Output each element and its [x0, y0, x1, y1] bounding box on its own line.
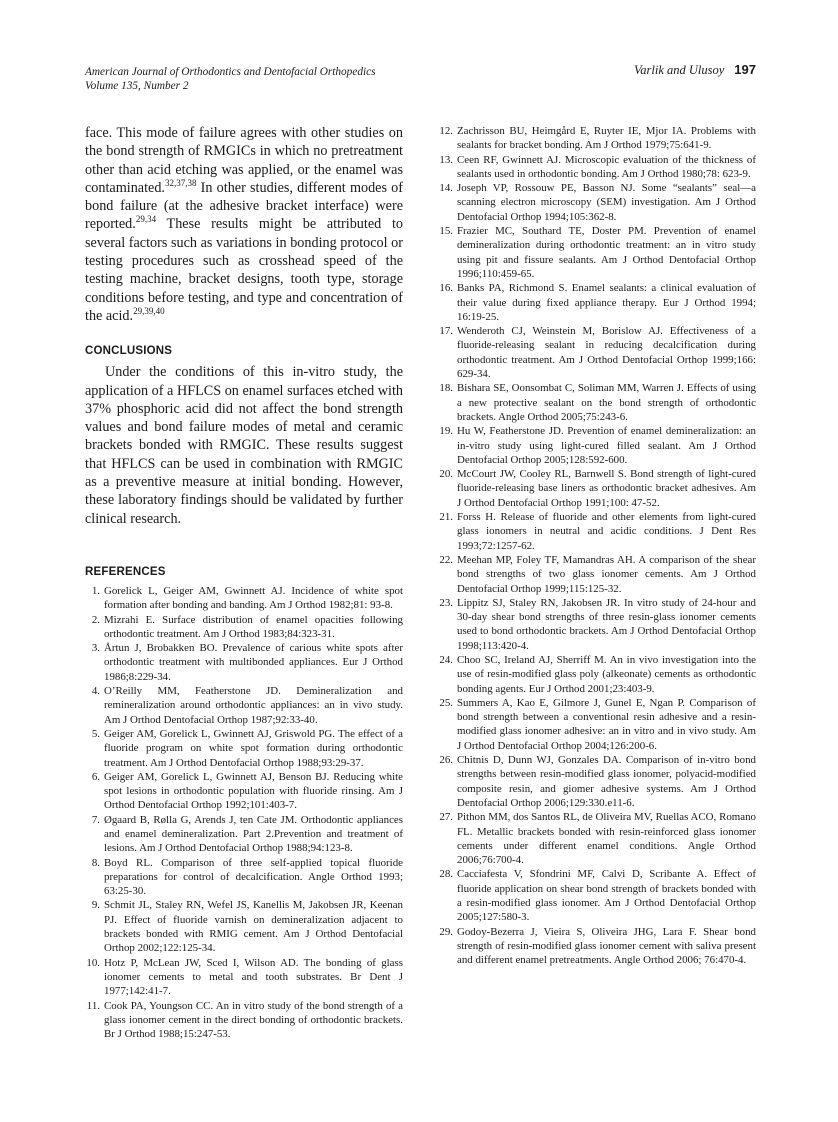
reference-item [85, 856, 403, 899]
reference-number: 6. [91, 770, 100, 783]
reference-number: 26. [439, 754, 453, 767]
reference-text: Hu W, Featherstone JD. Prevention of enamel demineralization: an in-vitro study using light-cured filled sealant. Am J Orthod Dentofacial Orthop 2005;128:592-600. [457, 425, 756, 466]
reference-item [85, 898, 403, 955]
reference-number: 4. [91, 685, 100, 698]
reference-item [85, 999, 403, 1042]
reference-item [436, 467, 756, 510]
reference-item [436, 553, 756, 596]
reference-text: Banks PA, Richmond S. Enamel sealants: a clinical evaluation of their value during fixed appliance therapy. Eur J Orthod 1994; 16:19-25. [457, 282, 756, 323]
reference-number: 20. [439, 468, 453, 481]
reference-item [436, 381, 756, 424]
conclusions-heading: CONCLUSIONS [85, 345, 173, 358]
reference-item [436, 696, 756, 753]
reference-text: Wenderoth CJ, Weinstein M, Borislow AJ. Effectiveness of a fluoride-releasing sealant in reducing decalcification during orthodontic treatment. Am J Orthod Dentofacial Orthop 1999;166: 629-34. [457, 325, 756, 381]
reference-text: Boyd RL. Comparison of three self-applied topical fluoride preparations for control of decalcification. Angle Orthod 1993; 63:25-30. [104, 856, 403, 898]
reference-item [436, 925, 756, 968]
reference-number: 15. [439, 225, 453, 238]
reference-text: Summers A, Kao E, Gilmore J, Gunel E, Ngan P. Comparison of bond strength between a conventional resin adhesive and a resin-modified glass ionomer adhesive: an in vitro and in vivo study. Am J Orthod Dentofacial Orthop 2004;126:200-6. [457, 696, 756, 752]
reference-number: 2. [91, 613, 100, 626]
page-number: 197 [734, 62, 756, 77]
reference-text: McCourt JW, Cooley RL, Barnwell S. Bond strength of light-cured fluoride-releasing base liners as orthodontic bracket adhesives. Am J Orthod Dentofacial Orthop 1991;100: 47-52. [457, 468, 756, 509]
reference-text: Joseph VP, Rossouw PE, Basson NJ. Some “sealants” seal—a scanning electron microscopy (SEM) investigation. Am J Orthod Dentofacial Orthop 1994;105:362-8. [457, 182, 756, 223]
reference-item [436, 510, 756, 553]
reference-text: Bishara SE, Oonsombat C, Soliman MM, Warren J. Effects of using a new protective sealant on the bond strength of orthodontic brackets. Angle Orthod 2005;75:243-6. [457, 382, 756, 423]
right-column [436, 124, 756, 968]
reference-text: Ceen RF, Gwinnett AJ. Microscopic evaluation of the thickness of sealants used in orthodontic bonding. Am J Orthod 1980;78: 623-9. [457, 153, 756, 180]
reference-number: 23. [439, 596, 453, 609]
reference-item [436, 281, 756, 324]
reference-item [85, 641, 403, 684]
citation: 29,34 [135, 214, 157, 225]
citation: 29,39,40 [133, 305, 165, 316]
reference-text: Cook PA, Youngson CC. An in vitro study of the bond strength of a glass ionomer cement in the direct bonding of orthodontic brackets. Br J Orthod 1988;15:247-53. [104, 999, 403, 1041]
discussion-paragraph [85, 124, 403, 325]
reference-number: 29. [439, 925, 453, 938]
reference-number: 16. [439, 282, 453, 295]
reference-item [85, 684, 403, 727]
reference-number: 7. [91, 813, 100, 826]
reference-list-right [436, 124, 756, 968]
reference-item [436, 810, 756, 867]
reference-item [436, 653, 756, 696]
running-header [85, 65, 376, 93]
reference-item [436, 596, 756, 653]
reference-number: 25. [439, 696, 453, 709]
reference-text: Schmit JL, Staley RN, Wefel JS, Kanellis M, Jakobsen JR, Keenan PJ. Effect of fluoride varnish on demineralization adjacent to brackets bonded with RMIG cement. Am J Orthod Dentofacial Orthop 2002;122:125-34. [104, 899, 403, 955]
left-column [85, 124, 403, 1041]
reference-text: Lippitz SJ, Staley RN, Jakobsen JR. In vitro study of 24-hour and 30-day shear bond strengths of three resin-glass ionomer cements used to bond orthodontic brackets. Am J Orthod Dentofacial Orthop 1998;113:420-4. [457, 596, 756, 652]
reference-number: 17. [439, 325, 453, 338]
reference-number: 3. [91, 642, 100, 655]
reference-list-left [85, 584, 403, 1042]
reference-text: Frazier MC, Southard TE, Doster PM. Prevention of enamel demineralization during orthodontic treatment: an in vitro study using pit and fissure sealants. Am J Orthod Dentofacial Orthop 1996;110:459-65. [457, 225, 756, 280]
reference-text: Øgaard B, Rølla G, Arends J, ten Cate JM. Orthodontic appliances and enamel demineralization. Part 2.Prevention and treatment of lesions. Am J Orthod Dentofacial Orthop 1988;94:123-8. [104, 813, 403, 855]
reference-number: 12. [439, 125, 453, 137]
reference-text: Gorelick L, Geiger AM, Gwinnett AJ. Incidence of white spot formation after bonding and banding. Am J Orthod 1982;81: 93-8. [104, 584, 403, 612]
reference-number: 27. [439, 811, 453, 824]
reference-text: Meehan MP, Foley TF, Mamandras AH. A comparison of the shear bond strengths of two glass ionomer cements. Am J Orthod Dentofacial Orthop 1999;115:125-32. [457, 553, 756, 595]
reference-text: Chitnis D, Dunn WJ, Gonzales DA. Comparison of in-vitro bond strengths between resin-modified glass ionomer, polyacid-modified composite resin, and giomer adhesive systems. Am J Orthod Dentofacial Orthop 2006;129:330.e11-6. [457, 754, 756, 809]
reference-text: Zachrisson BU, Heimgård E, Ruyter IE, Mjor IA. Problems with sealants for bracket bonding. Am J Orthod 1979;75:641-9. [457, 125, 756, 152]
reference-text: Pithon MM, dos Santos RL, de Oliveira MV, Ruellas ACO, Romano FL. Metallic brackets bonded with resin-reinforced glass ionomer cements under different enamel conditions. Angle Orthod 2006;76:700-4. [457, 811, 756, 867]
reference-item [85, 813, 403, 856]
reference-item [436, 224, 756, 281]
reference-text: O’Reilly MM, Featherstone JD. Demineralization and remineralization around orthodontic appliances: an in vivo study. Am J Orthod Dentofacial Orthop 1987;92:33-40. [104, 685, 403, 726]
reference-item [85, 613, 403, 642]
reference-text: Geiger AM, Gorelick L, Gwinnett AJ, Benson BJ. Reducing white spot lesions in orthodontic population with fluoride rinsing. Am J Orthod Dentofacial Orthop 1992;101:403-7. [104, 770, 403, 812]
reference-text: Forss H. Release of fluoride and other elements from light-cured glass ionomers in neutral and acidic conditions. J Dent Res 1993;72:1257-62. [457, 511, 756, 552]
citation: 32,37,38 [164, 177, 197, 188]
reference-item [436, 124, 756, 153]
reference-text: Mizrahi E. Surface distribution of enamel opacities following orthodontic treatment. Am J Orthod 1983;84:323-31. [104, 613, 403, 640]
reference-item [436, 424, 756, 467]
reference-text: Cacciafesta V, Sfondrini MF, Calvi D, Scribante A. Effect of fluoride application on shear bond strength of brackets bonded with a resin-modified glass ionomer. Am J Orthod Dentofacial Orthop 2005;127:580-3. [457, 868, 756, 924]
reference-number: 8. [91, 856, 100, 869]
reference-number: 9. [91, 899, 100, 912]
reference-text: Godoy-Bezerra J, Vieira S, Oliveira JHG, Lara F. Shear bond strength of resin-modified glass ionomer cement with saliva present and different enamel pretreatments. Angle Orthod 2006; 76:470-4. [457, 925, 756, 967]
reference-number: 24. [439, 653, 453, 666]
reference-number: 1. [91, 584, 100, 597]
reference-item [85, 584, 403, 613]
journal-volume: Volume 135, Number 2 [85, 80, 189, 92]
reference-number: 19. [439, 425, 453, 438]
conclusions-paragraph: Under the conditions of this in-vitro study, the application of a HFLCS on enamel surfaces etched with 37% phosphoric acid did not affect the bond strength values and bond failure modes of metal and ceramic brackets bonded with RMGIC. These results suggest that HFLCS can be used in combination with RMGIC as a preventive measure at initial bonding. However, these laboratory findings should be validated by further clinical research. [85, 364, 403, 527]
reference-number: 14. [439, 182, 453, 195]
reference-number: 18. [439, 382, 453, 395]
reference-text: Geiger AM, Gorelick L, Gwinnett AJ, Griswold PG. The effect of a fluoride program on white spot formation during orthodontic treatment. Am J Orthod Dentofacial Orthop 1988;93:29-37. [104, 727, 403, 769]
running-authors: Varlik and Ulusoy [634, 63, 725, 77]
reference-number: 10. [86, 956, 100, 969]
reference-item [436, 181, 756, 224]
reference-item [436, 324, 756, 381]
reference-number: 21. [439, 511, 453, 524]
reference-text: Årtun J, Brobakken BO. Prevalence of carious white spots after orthodontic treatment with multibonded appliances. Eur J Orthod 1986;8:229-34. [104, 642, 403, 683]
references-heading: REFERENCES [85, 565, 166, 578]
reference-item [436, 153, 756, 182]
running-header-right [634, 63, 756, 77]
text-run: face. This mode of failure agrees with other studies on the bond strength of RMGICs in which no pretreatment other than acid etching was applied, or the enamel was contaminated. [85, 125, 403, 196]
reference-text: Hotz P, McLean JW, Sced I, Wilson AD. The bonding of glass ionomer cements to metal and tooth substrates. Br Dent J 1977;142:41-7. [104, 956, 403, 998]
reference-number: 13. [439, 153, 453, 166]
reference-text: Choo SC, Ireland AJ, Sherriff M. An in vivo investigation into the use of resin-modified glass poly (alkeonate) cements as orthodontic bonding agents. Eur J Orthod 2001;23:403-9. [457, 653, 756, 695]
reference-item [85, 727, 403, 770]
text-run: These results might be attributed to several factors such as variations in bonding protocol or testing procedures such as crosshead speed of the testing machine, bracket designs, tooth type, storage conditions before testing, and type and concentration of the acid. [85, 216, 403, 324]
reference-item [436, 867, 756, 924]
reference-number: 28. [439, 868, 453, 881]
reference-item [436, 753, 756, 810]
reference-number: 5. [91, 727, 100, 740]
reference-item [85, 956, 403, 999]
reference-number: 11. [86, 999, 100, 1012]
text-run: In other studies, different modes of bond failure (at the adhesive bracket interface) were reported. [85, 179, 403, 233]
reference-number: 22. [439, 553, 453, 566]
journal-title: American Journal of Orthodontics and Dentofacial Orthopedics [85, 66, 376, 78]
reference-item [85, 770, 403, 813]
